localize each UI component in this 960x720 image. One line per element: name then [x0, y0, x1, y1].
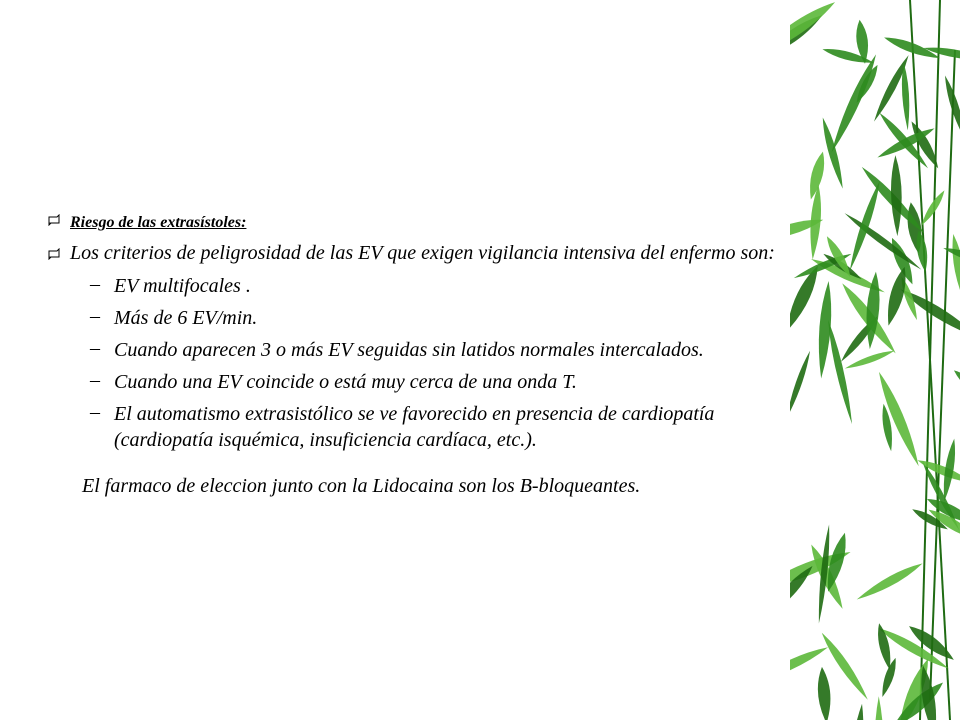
criteria-list [90, 273, 808, 453]
main-point-text: Los criterios de peligrosidad de las EV que exigen vigilancia intensiva del enfermo son: [70, 242, 775, 264]
list-item-text: Cuando una EV coincide o está muy cerca de una onda T. [114, 371, 577, 393]
list-item-text: Más de 6 EV/min. [114, 307, 258, 329]
bamboo-leaf [816, 666, 833, 720]
dash-marker: – [90, 273, 100, 295]
list-item-text: El automatismo extrasistólico se ve favorecido en presencia de cardiopatía (cardiopatía isquémica, insuficiencia cardíaca, etc.). [114, 403, 715, 451]
list-item-text: EV multifocales . [114, 275, 251, 297]
bamboo-leaf [949, 233, 960, 304]
bamboo-leaves-decoration [790, 0, 960, 720]
paper-bullet-icon [48, 214, 70, 226]
heading-bullet [48, 214, 808, 232]
list-item [90, 337, 808, 363]
slide-heading: Riesgo de las extrasístoles: [70, 214, 247, 231]
dash-marker: – [90, 401, 100, 423]
bamboo-leaf [941, 74, 960, 141]
bamboo-leaf [951, 367, 960, 401]
paper-bullet-icon [48, 248, 70, 260]
dash-marker: – [90, 369, 100, 391]
bamboo-leaf [827, 52, 881, 155]
main-bullet [48, 242, 808, 265]
list-item [90, 305, 808, 331]
bamboo-leaf [846, 180, 883, 272]
list-item-text: Cuando aparecen 3 o más EV seguidas sin latidos normales intercalados. [114, 339, 704, 361]
bamboo-leaf [846, 703, 867, 720]
bamboo-leaf [855, 559, 925, 603]
bamboo-leaf [890, 155, 903, 236]
conclusion-text: El farmaco de eleccion junto con la Lidocaina son los B-bloqueantes. [82, 475, 641, 497]
dash-marker: – [90, 305, 100, 327]
bamboo-leaf [790, 350, 813, 420]
slide-content [48, 214, 808, 498]
bamboo-leaf [874, 696, 884, 720]
dash-marker: – [90, 337, 100, 359]
bamboo-leaf [874, 370, 924, 468]
list-item [90, 369, 808, 395]
list-item [90, 401, 808, 453]
list-item [90, 273, 808, 299]
